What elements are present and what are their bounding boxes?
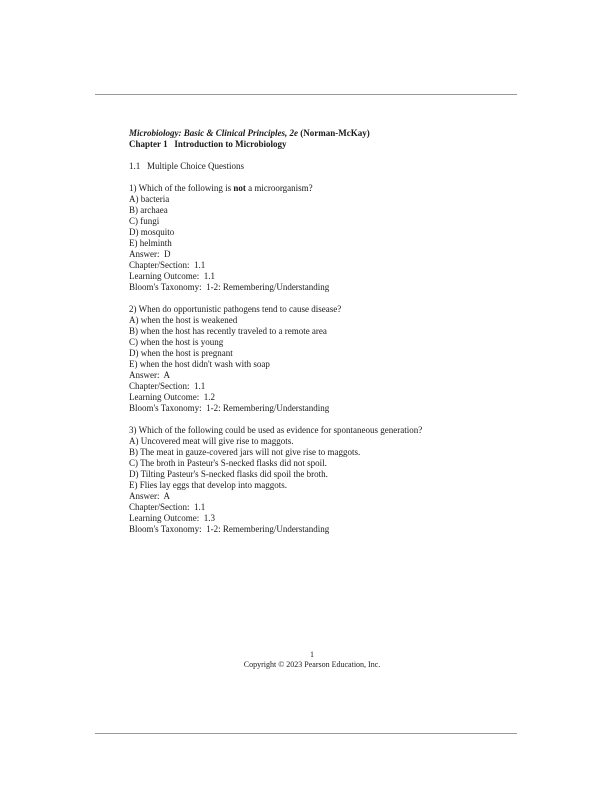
page-number: 1 [310,650,314,659]
option-d: D) mosquito [129,227,175,237]
question-3 [129,425,519,535]
book-authors: (Norman-McKay) [300,128,370,138]
question-stem: 3) Which of the following could be used as evidence for spontaneous generation? [129,425,423,435]
section-heading: 1.1 Multiple Choice Questions [129,161,244,171]
option-a: A) when the host is weakened [129,315,238,325]
option-a: A) Uncovered meat will give rise to maggots. [129,436,294,446]
blooms-taxonomy: Bloom's Taxonomy: 1-2: Remembering/Understanding [129,282,330,292]
footer-rule [95,733,517,734]
option-d: D) when the host is pregnant [129,348,233,358]
option-c: C) fungi [129,216,160,226]
blooms-taxonomy: Bloom's Taxonomy: 1-2: Remembering/Understanding [129,403,330,413]
option-e: E) when the host didn't wash with soap [129,359,270,369]
question-stem: 2) When do opportunistic pathogens tend to cause disease? [129,304,342,314]
chapter-section: Chapter/Section: 1.1 [129,260,206,270]
blooms-taxonomy: Bloom's Taxonomy: 1-2: Remembering/Understanding [129,524,330,534]
learning-outcome: Learning Outcome: 1.1 [129,271,215,281]
option-b: B) archaea [129,205,168,215]
option-b: B) when the host has recently traveled to a remote area [129,326,327,336]
chapter-section: Chapter/Section: 1.1 [129,502,206,512]
chapter-title: Chapter 1 Introduction to Microbiology [129,139,287,149]
option-e: E) helminth [129,238,172,248]
stem-text: a microorganism? [245,183,313,193]
option-e: E) Flies lay eggs that develop into maggots. [129,480,287,490]
answer: Answer: D [129,249,171,259]
learning-outcome: Learning Outcome: 1.2 [129,392,215,402]
option-d: D) Tilting Pasteur's S-necked flasks did spoil the broth. [129,469,328,479]
book-title: Microbiology: Basic & Clinical Principles, 2e [129,128,298,138]
option-c: C) The broth in Pasteur's S-necked flasks did not spoil. [129,458,327,468]
learning-outcome: Learning Outcome: 1.3 [129,513,215,523]
chapter-section: Chapter/Section: 1.1 [129,381,206,391]
option-c: C) when the host is young [129,337,224,347]
answer: Answer: A [129,491,170,501]
book-title-line [129,128,519,139]
answer: Answer: A [129,370,170,380]
question-2 [129,304,519,414]
question-1 [129,183,519,293]
page-content [129,128,519,535]
page-footer [0,650,612,670]
question-stem [129,183,519,194]
option-a: A) bacteria [129,194,170,204]
header-rule [95,94,517,95]
stem-emphasis: not [233,183,246,193]
copyright: Copyright © 2023 Pearson Education, Inc. [243,660,381,669]
stem-text: 1) Which of the following is [129,183,234,193]
option-b: B) The meat in gauze-covered jars will not give rise to maggots. [129,447,361,457]
